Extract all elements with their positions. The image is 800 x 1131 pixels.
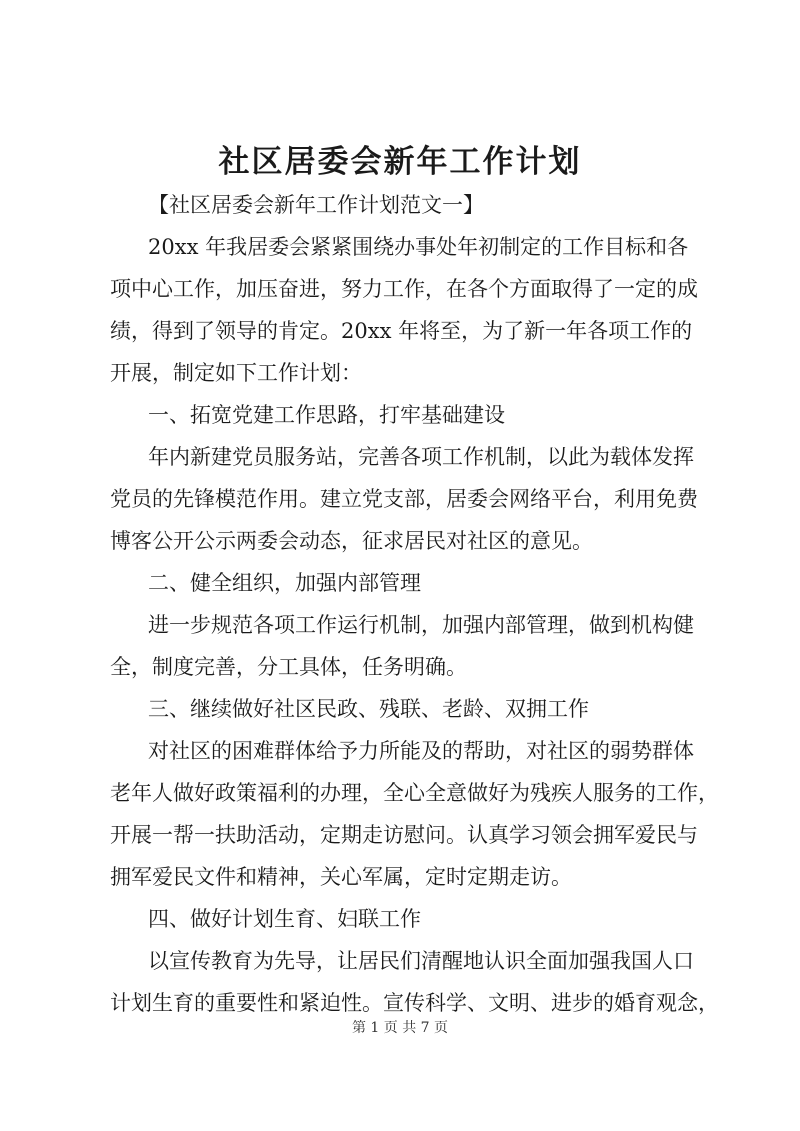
paragraph-line: 年内新建党员服务站，完善各项工作机制，以此为载体发挥: [148, 445, 694, 469]
paragraph-line: 开展，制定如下工作计划：: [110, 361, 362, 385]
section-heading: 二、健全组织，加强内部管理: [148, 571, 421, 595]
document-subtitle: 【社区居委会新年工作计划范文一】: [148, 193, 484, 217]
paragraph-line: 开展一帮一扶助活动，定期走访慰问。认真学习领会拥军爱民与: [110, 823, 698, 847]
section-heading: 三、继续做好社区民政、残联、老龄、双拥工作: [148, 697, 589, 721]
page-footer: 第 1 页 共 7 页: [351, 1020, 449, 1036]
paragraph-line: 党员的先锋模范作用。建立党支部，居委会网络平台，利用免费: [110, 487, 698, 511]
section-heading: 一、拓宽党建工作思路，打牢基础建设: [148, 403, 505, 427]
paragraph-line: 计划生育的重要性和紧迫性。宣传科学、文明、进步的婚育观念，: [110, 991, 719, 1015]
paragraph-line: 进一步规范各项工作运行机制，加强内部管理，做到机构健: [148, 613, 694, 637]
paragraph-line: 全，制度完善，分工具体，任务明确。: [110, 655, 467, 679]
paragraph-line: 老年人做好政策福利的办理，全心全意做好为残疾人服务的工作，: [110, 781, 719, 805]
document-title: 社区居委会新年工作计划: [218, 144, 582, 180]
paragraph-line: 20xx 年我居委会紧紧围绕办事处年初制定的工作目标和各: [148, 235, 689, 259]
paragraph-line: 博客公开公示两委会动态，征求居民对社区的意见。: [110, 529, 593, 553]
paragraph-line: 项中心工作，加压奋进，努力工作，在各个方面取得了一定的成: [110, 277, 698, 301]
paragraph-line: 拥军爱民文件和精神，关心军属，定时定期走访。: [110, 865, 572, 889]
paragraph-line: 以宣传教育为先导，让居民们清醒地认识全面加强我国人口: [148, 949, 694, 973]
paragraph-line: 对社区的困难群体给予力所能及的帮助，对社区的弱势群体: [148, 739, 694, 763]
paragraph-line: 绩，得到了领导的肯定。20xx 年将至，为了新一年各项工作的: [110, 319, 693, 343]
section-heading: 四、做好计划生育、妇联工作: [148, 907, 421, 931]
